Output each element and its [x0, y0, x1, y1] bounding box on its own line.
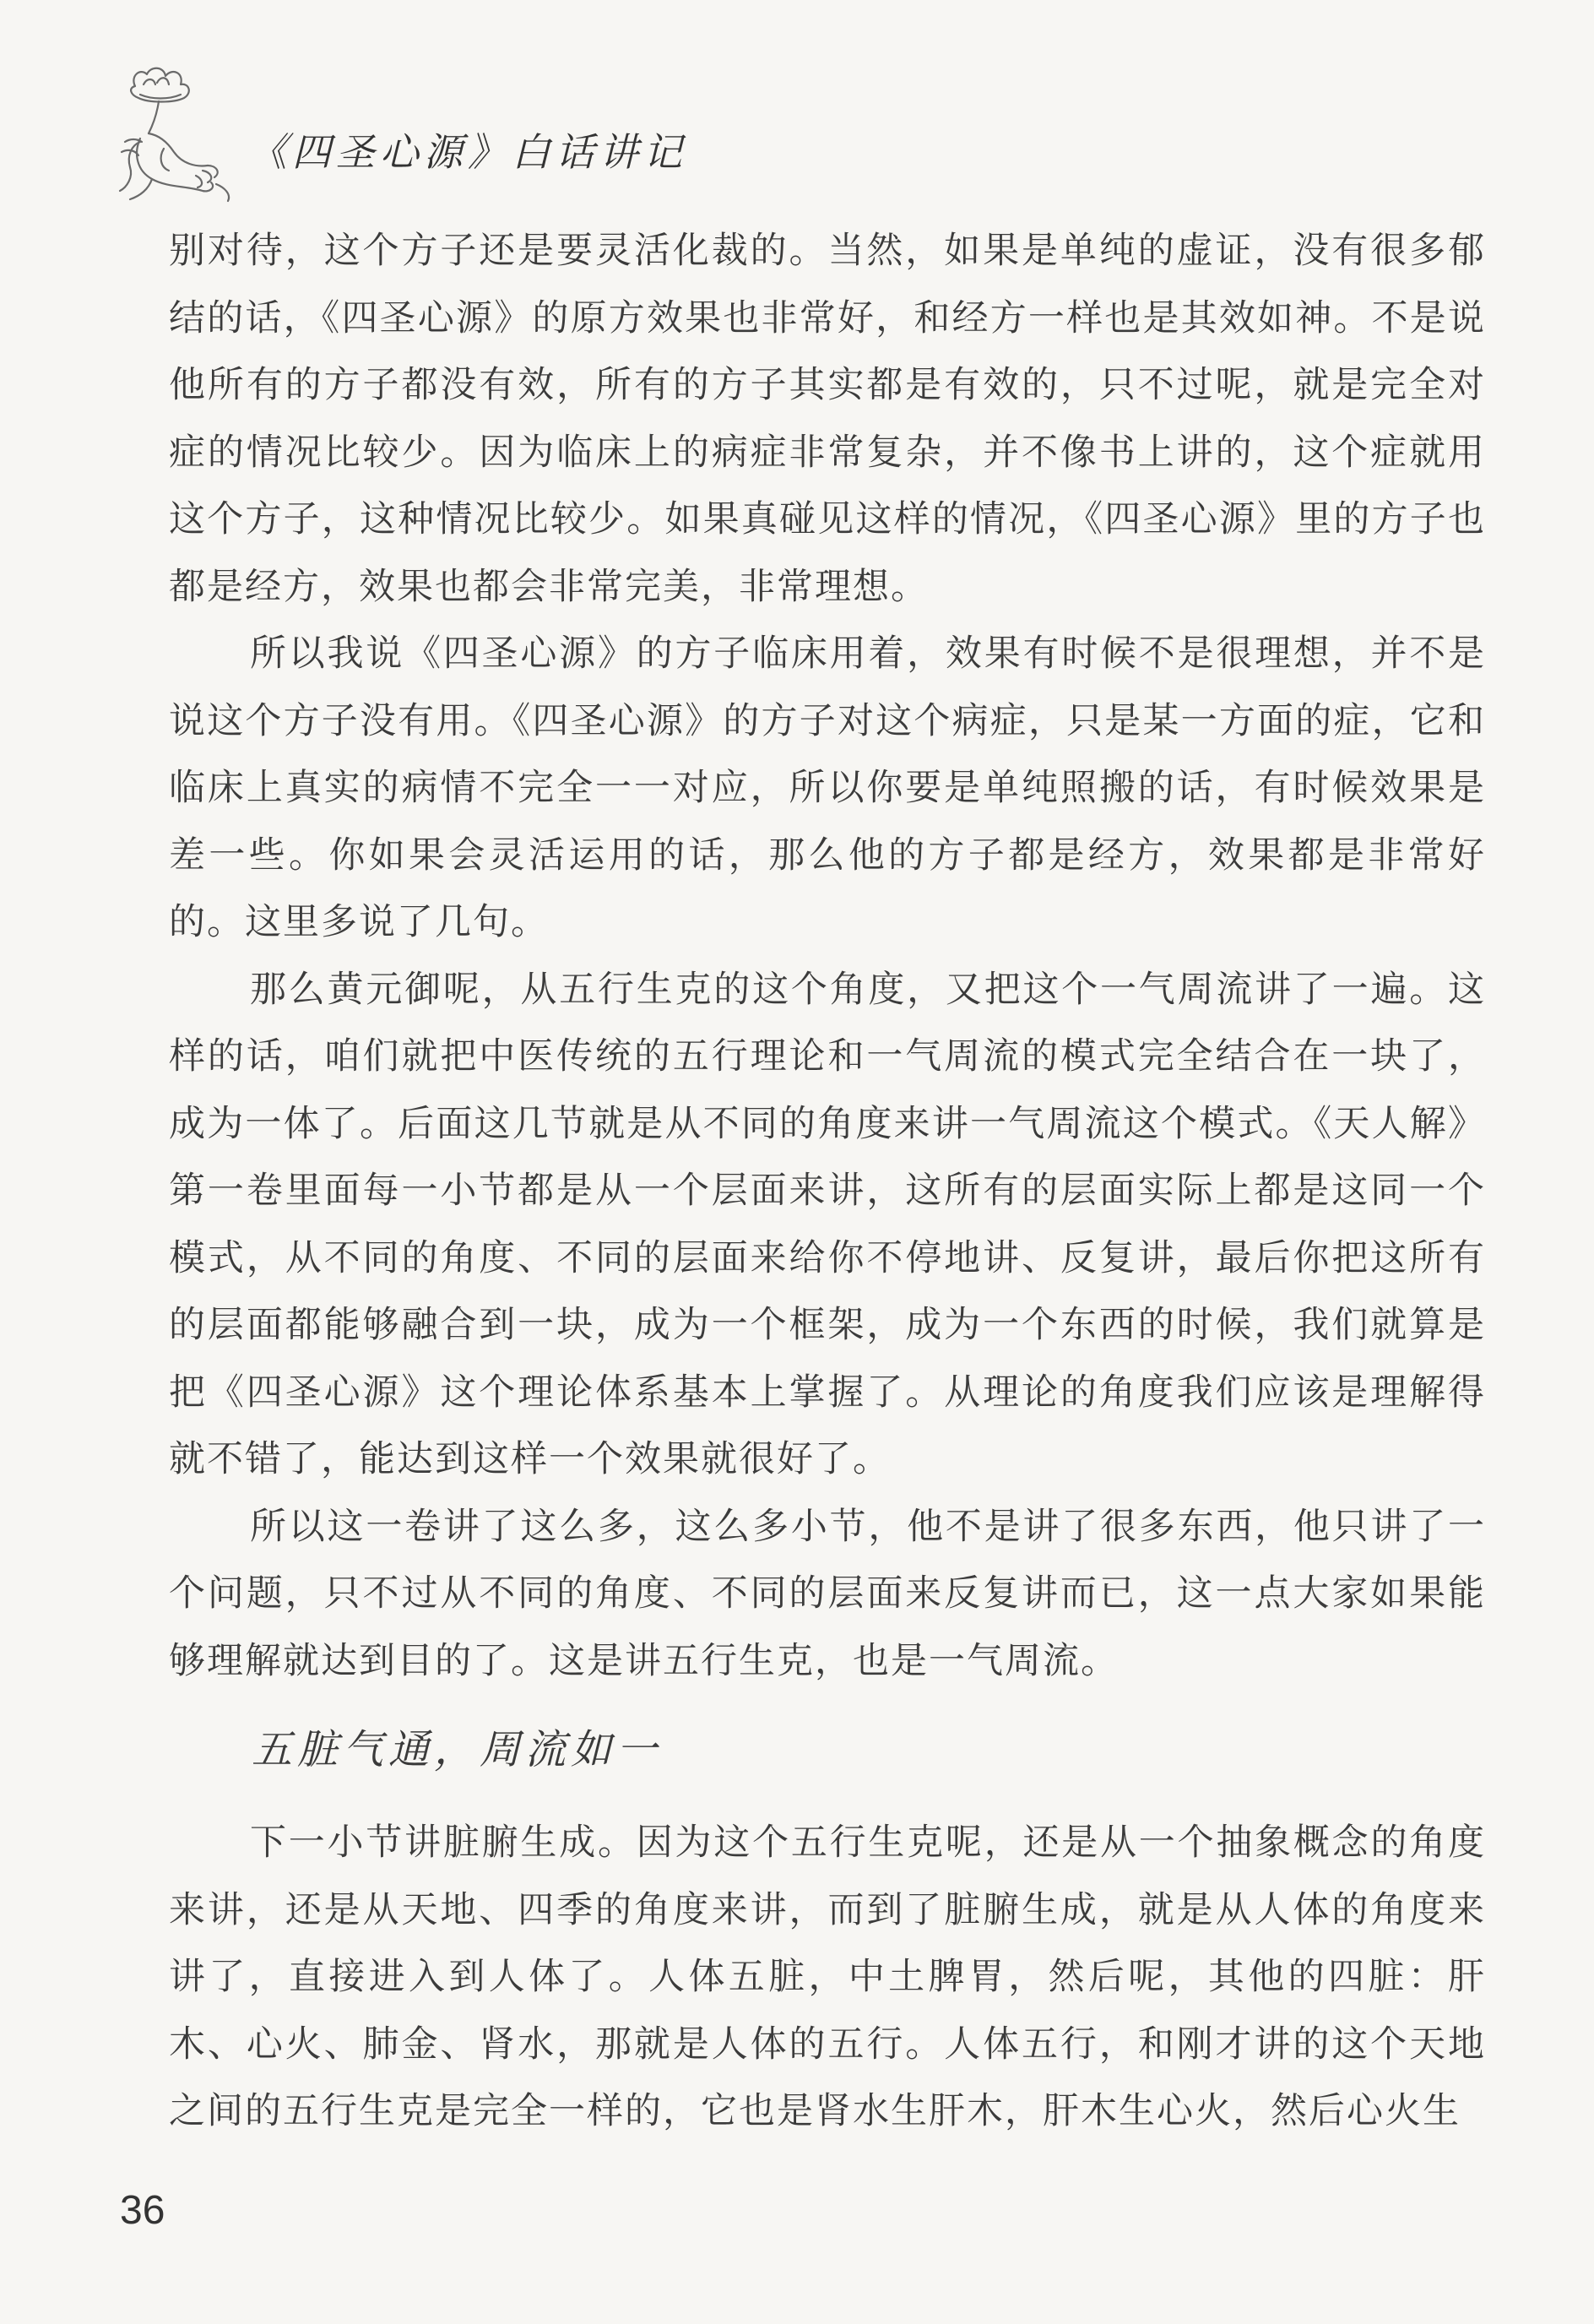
paragraph: 下一小节讲脏腑生成。因为这个五行生克呢，还是从一个抽象概念的角度来讲，还是从天地、四季的角度来讲，而到了脏腑生成，就是从人体的角度来讲了，直接进入到人体了。人体五脏，中土脾胃，然后呢，其他的四脏：肝木、心火、肺金、肾水，那就是人体的五行。人体五行，和刚才讲的这个天地之间的五行生克是完全一样的，它也是肾水生肝木，肝木生心火，然后心火生: [169, 1822, 1486, 2132]
page-number: 36: [120, 2188, 165, 2233]
lotus-hand-icon: [115, 61, 241, 204]
paragraph: 所以这一卷讲了这么多，这么多小节，他不是讲了很多东西，他只讲了一个问题，只不过从不同的角度、不同的层面来反复讲而已，这一点大家如果能够理解就达到目的了。这是讲五行生克，也是一气周流。: [169, 1505, 1486, 1682]
book-title: 《四圣心源》白话讲记: [248, 129, 687, 175]
paragraph: 那么黄元御呢，从五行生克的这个角度，又把这个一气周流讲了一遍。这样的话，咱们就把中医传统的五行理论和一气周流的模式完全结合在一块了，成为一体了。后面这几节就是从不同的角度来讲一气周流这个模式。《天人解》第一卷里面每一小节都是从一个层面来讲，这所有的层面实际上都是这同一个模式，从不同的角度、不同的层面来给你不停地讲、反复讲，最后你把这所有的层面都能够融合到一块，成为一个框架，成为一个东西的时候，我们就算是把《四圣心源》这个理论体系基本上掌握了。从理论的角度我们应该是理解得就不错了，能达到这样一个效果就很好了。: [169, 968, 1486, 1480]
page-body: [169, 218, 1486, 2146]
paragraph: 所以我说《四圣心源》的方子临床用着，效果有时候不是很理想，并不是说这个方子没有用。《四圣心源》的方子对这个病症，只是某一方面的症，它和临床上真实的病情不完全一一对应，所以你要是单纯照搬的话，有时候效果是差一些。你如果会灵活运用的话，那么他的方子都是经方，效果都是非常好的。这里多说了几句。: [169, 633, 1486, 943]
paragraph: 别对待，这个方子还是要灵活化裁的。当然，如果是单纯的虚证，没有很多郁结的话，《四圣心源》的原方效果也非常好，和经方一样也是其效如神。不是说他所有的方子都没有效，所有的方子其实都是有效的，只不过呢，就是完全对症的情况比较少。因为临床上的病症非常复杂，并不像书上讲的，这个症就用这个方子，这种情况比较少。如果真碰见这样的情况，《四圣心源》里的方子也都是经方，效果也都会非常完美，非常理想。: [169, 230, 1486, 608]
page-header: [115, 61, 875, 213]
section-heading: 五脏气通，周流如一: [252, 1726, 663, 1773]
